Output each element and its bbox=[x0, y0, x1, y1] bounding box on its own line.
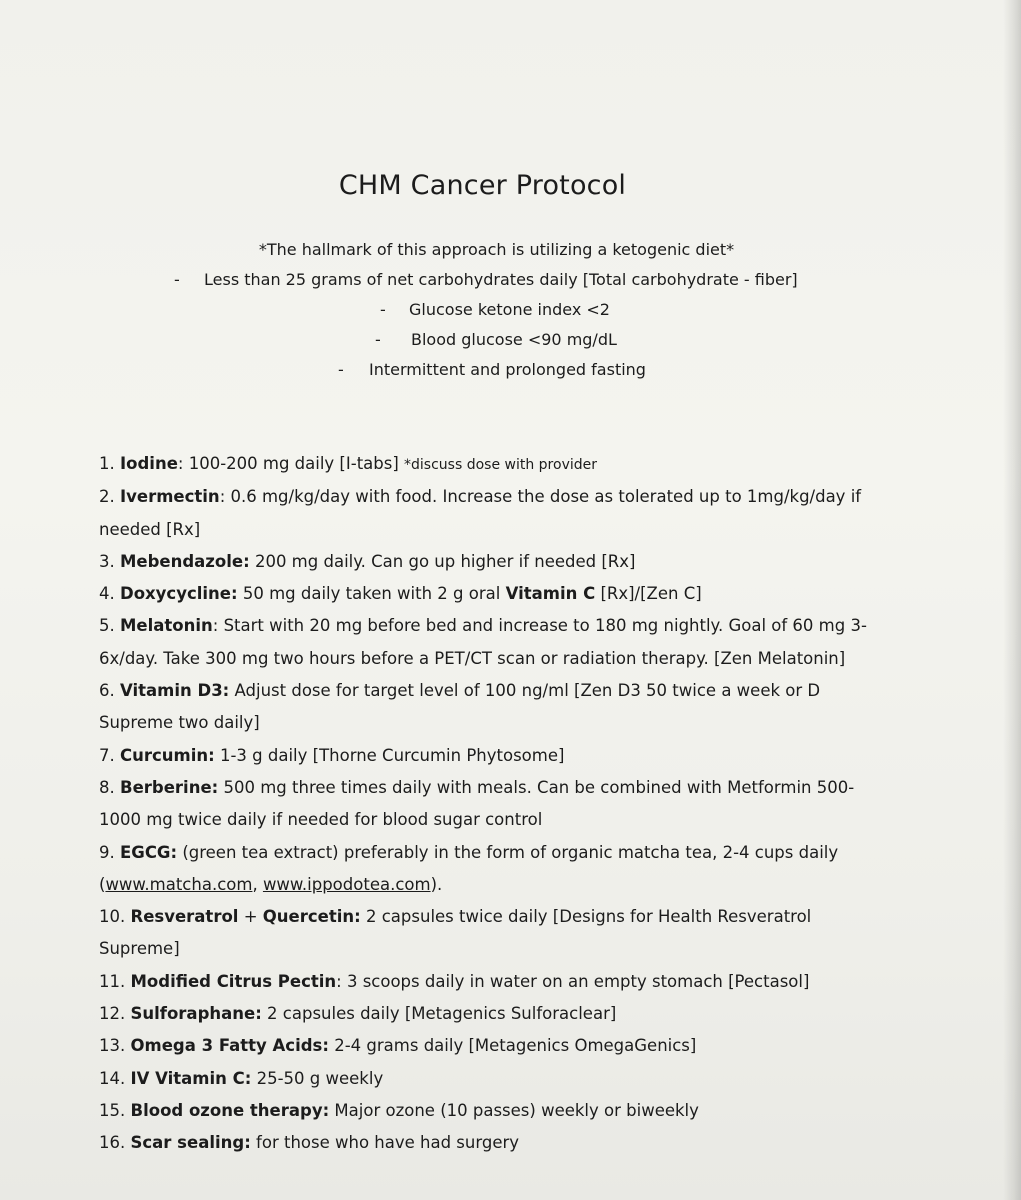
list-item: 12. Sulforaphane: 2 capsules daily [Metagenics Sulforaclear] bbox=[99, 1004, 617, 1024]
list-item: 9. EGCG: (green tea extract) preferably in the form of organic matcha tea, 2-4 cups daily (www.matcha.com, www.ippodotea.com). bbox=[99, 842, 839, 894]
list-item: 5. Melatonin: Start with 20 mg before bed and increase to 180 mg nightly. Goal of 60 mg 3-6x/day. Take 300 mg two hours before a PET/CT scan or radiation therapy. [Zen Melatonin] bbox=[99, 616, 867, 668]
list-item: 13. Omega 3 Fatty Acids: 2-4 grams daily [Metagenics OmegaGenics] bbox=[99, 1036, 697, 1056]
list-item: 16. Scar sealing: for those who have had surgery bbox=[99, 1133, 520, 1153]
list-item: 11. Modified Citrus Pectin: 3 scoops daily in water on an empty stomach [Pectasol] bbox=[99, 971, 810, 991]
bullet-glucose-ketone-index: - Glucose ketone index <2 bbox=[380, 300, 610, 319]
document-title: CHM Cancer Protocol bbox=[338, 170, 627, 201]
bullet-blood-glucose: - Blood glucose <90 mg/dL bbox=[375, 330, 617, 349]
protocol-list bbox=[99, 448, 889, 1160]
list-item: 4. Doxycycline: 50 mg daily taken with 2 g oral Vitamin C [Rx]/[Zen C] bbox=[99, 584, 702, 604]
list-item: 1. Iodine: 100-200 mg daily [I-tabs] *discuss dose with provider bbox=[99, 454, 598, 473]
list-item: 7. Curcumin: 1-3 g daily [Thorne Curcumin Phytosome] bbox=[99, 745, 565, 765]
bullet-fasting: - Intermittent and prolonged fasting bbox=[338, 360, 646, 379]
list-item: 6. Vitamin D3: Adjust dose for target level of 100 ng/ml [Zen D3 50 twice a week or D Supreme two daily] bbox=[99, 681, 821, 733]
matcha-link[interactable]: www.matcha.com bbox=[105, 874, 253, 894]
list-item: 3. Mebendazole: 200 mg daily. Can go up higher if needed [Rx] bbox=[99, 551, 636, 571]
list-item: 8. Berberine: 500 mg three times daily with meals. Can be combined with Metformin 500-1000 mg twice daily if needed for blood sugar control bbox=[99, 777, 855, 830]
page-edge-shadow bbox=[1003, 0, 1021, 1200]
hallmark-note: *The hallmark of this approach is utilizing a ketogenic diet* bbox=[258, 240, 735, 259]
list-item: 14. IV Vitamin C: 25-50 g weekly bbox=[99, 1068, 384, 1088]
ippodotea-link[interactable]: www.ippodotea.com bbox=[262, 874, 431, 894]
list-item: 10. Resveratrol + Quercetin: 2 capsules twice daily [Designs for Health Resveratrol Supreme] bbox=[99, 907, 812, 959]
list-item: 15. Blood ozone therapy: Major ozone (10 passes) weekly or biweekly bbox=[99, 1100, 699, 1120]
list-item: 2. Ivermectin: 0.6 mg/kg/day with food. Increase the dose as tolerated up to 1mg/kg/day if needed [Rx] bbox=[99, 487, 862, 539]
bullet-net-carbs: - Less than 25 grams of net carbohydrates daily [Total carbohydrate - fiber] bbox=[174, 270, 798, 289]
